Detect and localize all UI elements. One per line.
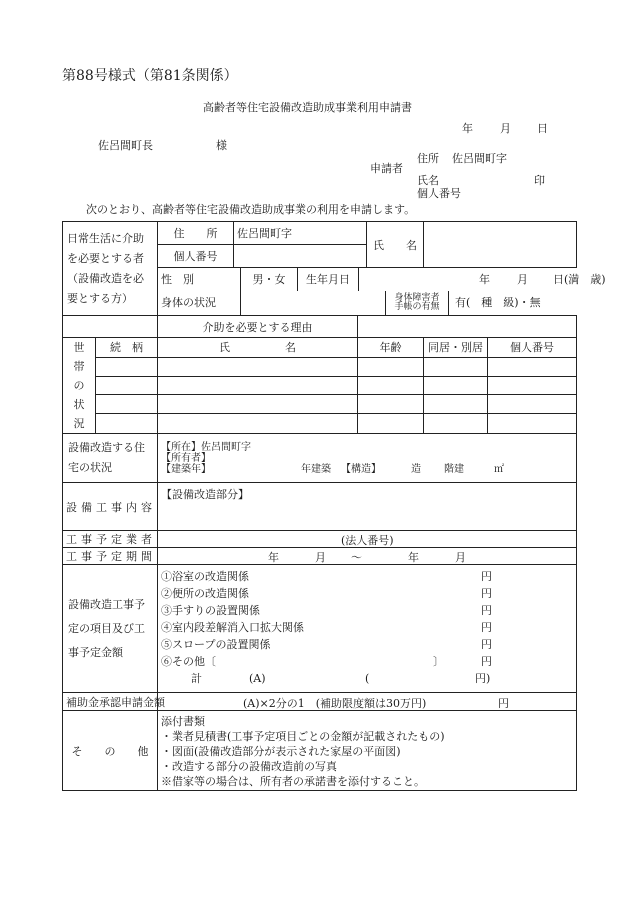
item-row: ②便所の改造関係 円 [161, 587, 492, 600]
attachment-item: ・図面(設備改造部分が表示された家屋の平面図) [161, 745, 401, 758]
date-year: 年 [462, 122, 473, 135]
form-title: 高齢者等住宅設備改造助成事業利用申請書 [203, 101, 412, 114]
person-address-label: 住 所 [158, 222, 234, 245]
item-total-row: 計 (A) ( 円) [191, 672, 491, 685]
item-row: ⑥その他〔 〕 円 [161, 655, 492, 668]
sex-value[interactable]: 男・女 [241, 268, 298, 291]
other-label: そ の 他 [63, 711, 158, 791]
contractor-label: 工事予定業者 [63, 531, 158, 548]
items-label: 設備改造工事予定の項目及び工事予定金額 [63, 565, 158, 693]
applicant-label: 申請者 [370, 162, 403, 175]
attachments-title: 添付書類 [161, 715, 205, 728]
household-header-relation: 続 柄 [96, 338, 158, 358]
addressee-sama: 様 [216, 139, 227, 152]
items-list[interactable] [158, 565, 577, 693]
reason-field[interactable] [358, 316, 577, 338]
item-row: ⑤スロープの設置関係 円 [161, 638, 492, 651]
application-form-table [62, 221, 606, 791]
household-header-age: 年齢 [358, 338, 424, 358]
household-row [63, 414, 577, 434]
birth-value[interactable]: 年 月 日(満 歳) [479, 273, 606, 286]
period-label: 工事予定期間 [63, 548, 158, 565]
attachment-item: ・改造する部分の設備改造前の写真 [161, 760, 337, 773]
item-row: ①浴室の改造関係 円 [161, 570, 492, 583]
person-address-value[interactable]: 佐呂間町字 [234, 222, 367, 245]
household-row [63, 357, 577, 376]
period-field[interactable]: 年 月 ～ 年 月 [158, 548, 577, 565]
form-number: 第88号様式（第81条関係） [62, 68, 238, 84]
equipment-label: 設備工事内容 [63, 483, 158, 531]
addressee-name: 佐呂間町長 [98, 139, 153, 152]
household-header-number: 個人番号 [488, 338, 577, 358]
subsidy-label: 補助金承認申請金額 [63, 693, 158, 711]
attachment-item: ・業者見積書(工事予定項目ごとの金額が記載されたもの) [161, 730, 445, 743]
handbook-value[interactable]: 有( 種 級)・無 [455, 296, 541, 309]
house-label: 設備改造する住宅の状況 [63, 434, 158, 483]
birth-label: 生年月日 [298, 268, 359, 291]
reason-label: 介助を必要とする理由 [158, 316, 358, 338]
attachments [158, 711, 577, 791]
person-number-label: 個人番号 [158, 245, 234, 268]
house-info[interactable]: 【所在】佐呂間町字 【所有者】 【建築年】 年建築 【構造】 造 階建 ㎡ [158, 434, 577, 483]
date-month: 月 [500, 122, 511, 135]
household-header-name: 氏 名 [158, 338, 358, 358]
household-row [63, 376, 577, 395]
body-field[interactable] [241, 291, 386, 315]
household-row [63, 395, 577, 414]
date-day: 日 [537, 122, 548, 135]
intro-text: 次のとおり、高齢者等住宅設備改造助成事業の利用を申請します。 [86, 203, 416, 216]
subsidy-field[interactable]: (A)×2分の1 (補助限度額は30万円) 円 [158, 693, 577, 711]
person-name-label: 氏 名 [367, 222, 424, 268]
equipment-value[interactable]: 【設備改造部分】 [158, 483, 577, 531]
item-row: ③手すりの設置関係 円 [161, 604, 492, 617]
attachment-note: ※借家等の場合は、所有者の承諾書を添付すること。 [161, 775, 425, 788]
body-label: 身体の状況 [158, 291, 241, 315]
handbook-label: 身体障害者 手帳の有無 [386, 291, 449, 315]
applicant-number-label: 個人番号 [417, 187, 461, 200]
household-section-label: 世帯の状況 [63, 338, 96, 434]
item-row: ④室内段差解消入口拡大関係 円 [161, 621, 492, 634]
contractor-field[interactable]: (法人番号) [158, 531, 577, 548]
person-section-label: 日常生活に介助を必要とする者（設備改造を必要とする方） [63, 222, 158, 316]
applicant-address-label: 住所 [417, 152, 439, 165]
applicant-name-label: 氏名 [417, 174, 439, 187]
person-name-field[interactable] [424, 222, 577, 268]
household-header-living: 同居・別居 [424, 338, 488, 358]
applicant-seal: 印 [534, 174, 545, 187]
applicant-address-value: 佐呂間町字 [452, 152, 507, 165]
person-number-field[interactable] [234, 245, 367, 268]
sex-label: 性 別 [158, 268, 241, 291]
